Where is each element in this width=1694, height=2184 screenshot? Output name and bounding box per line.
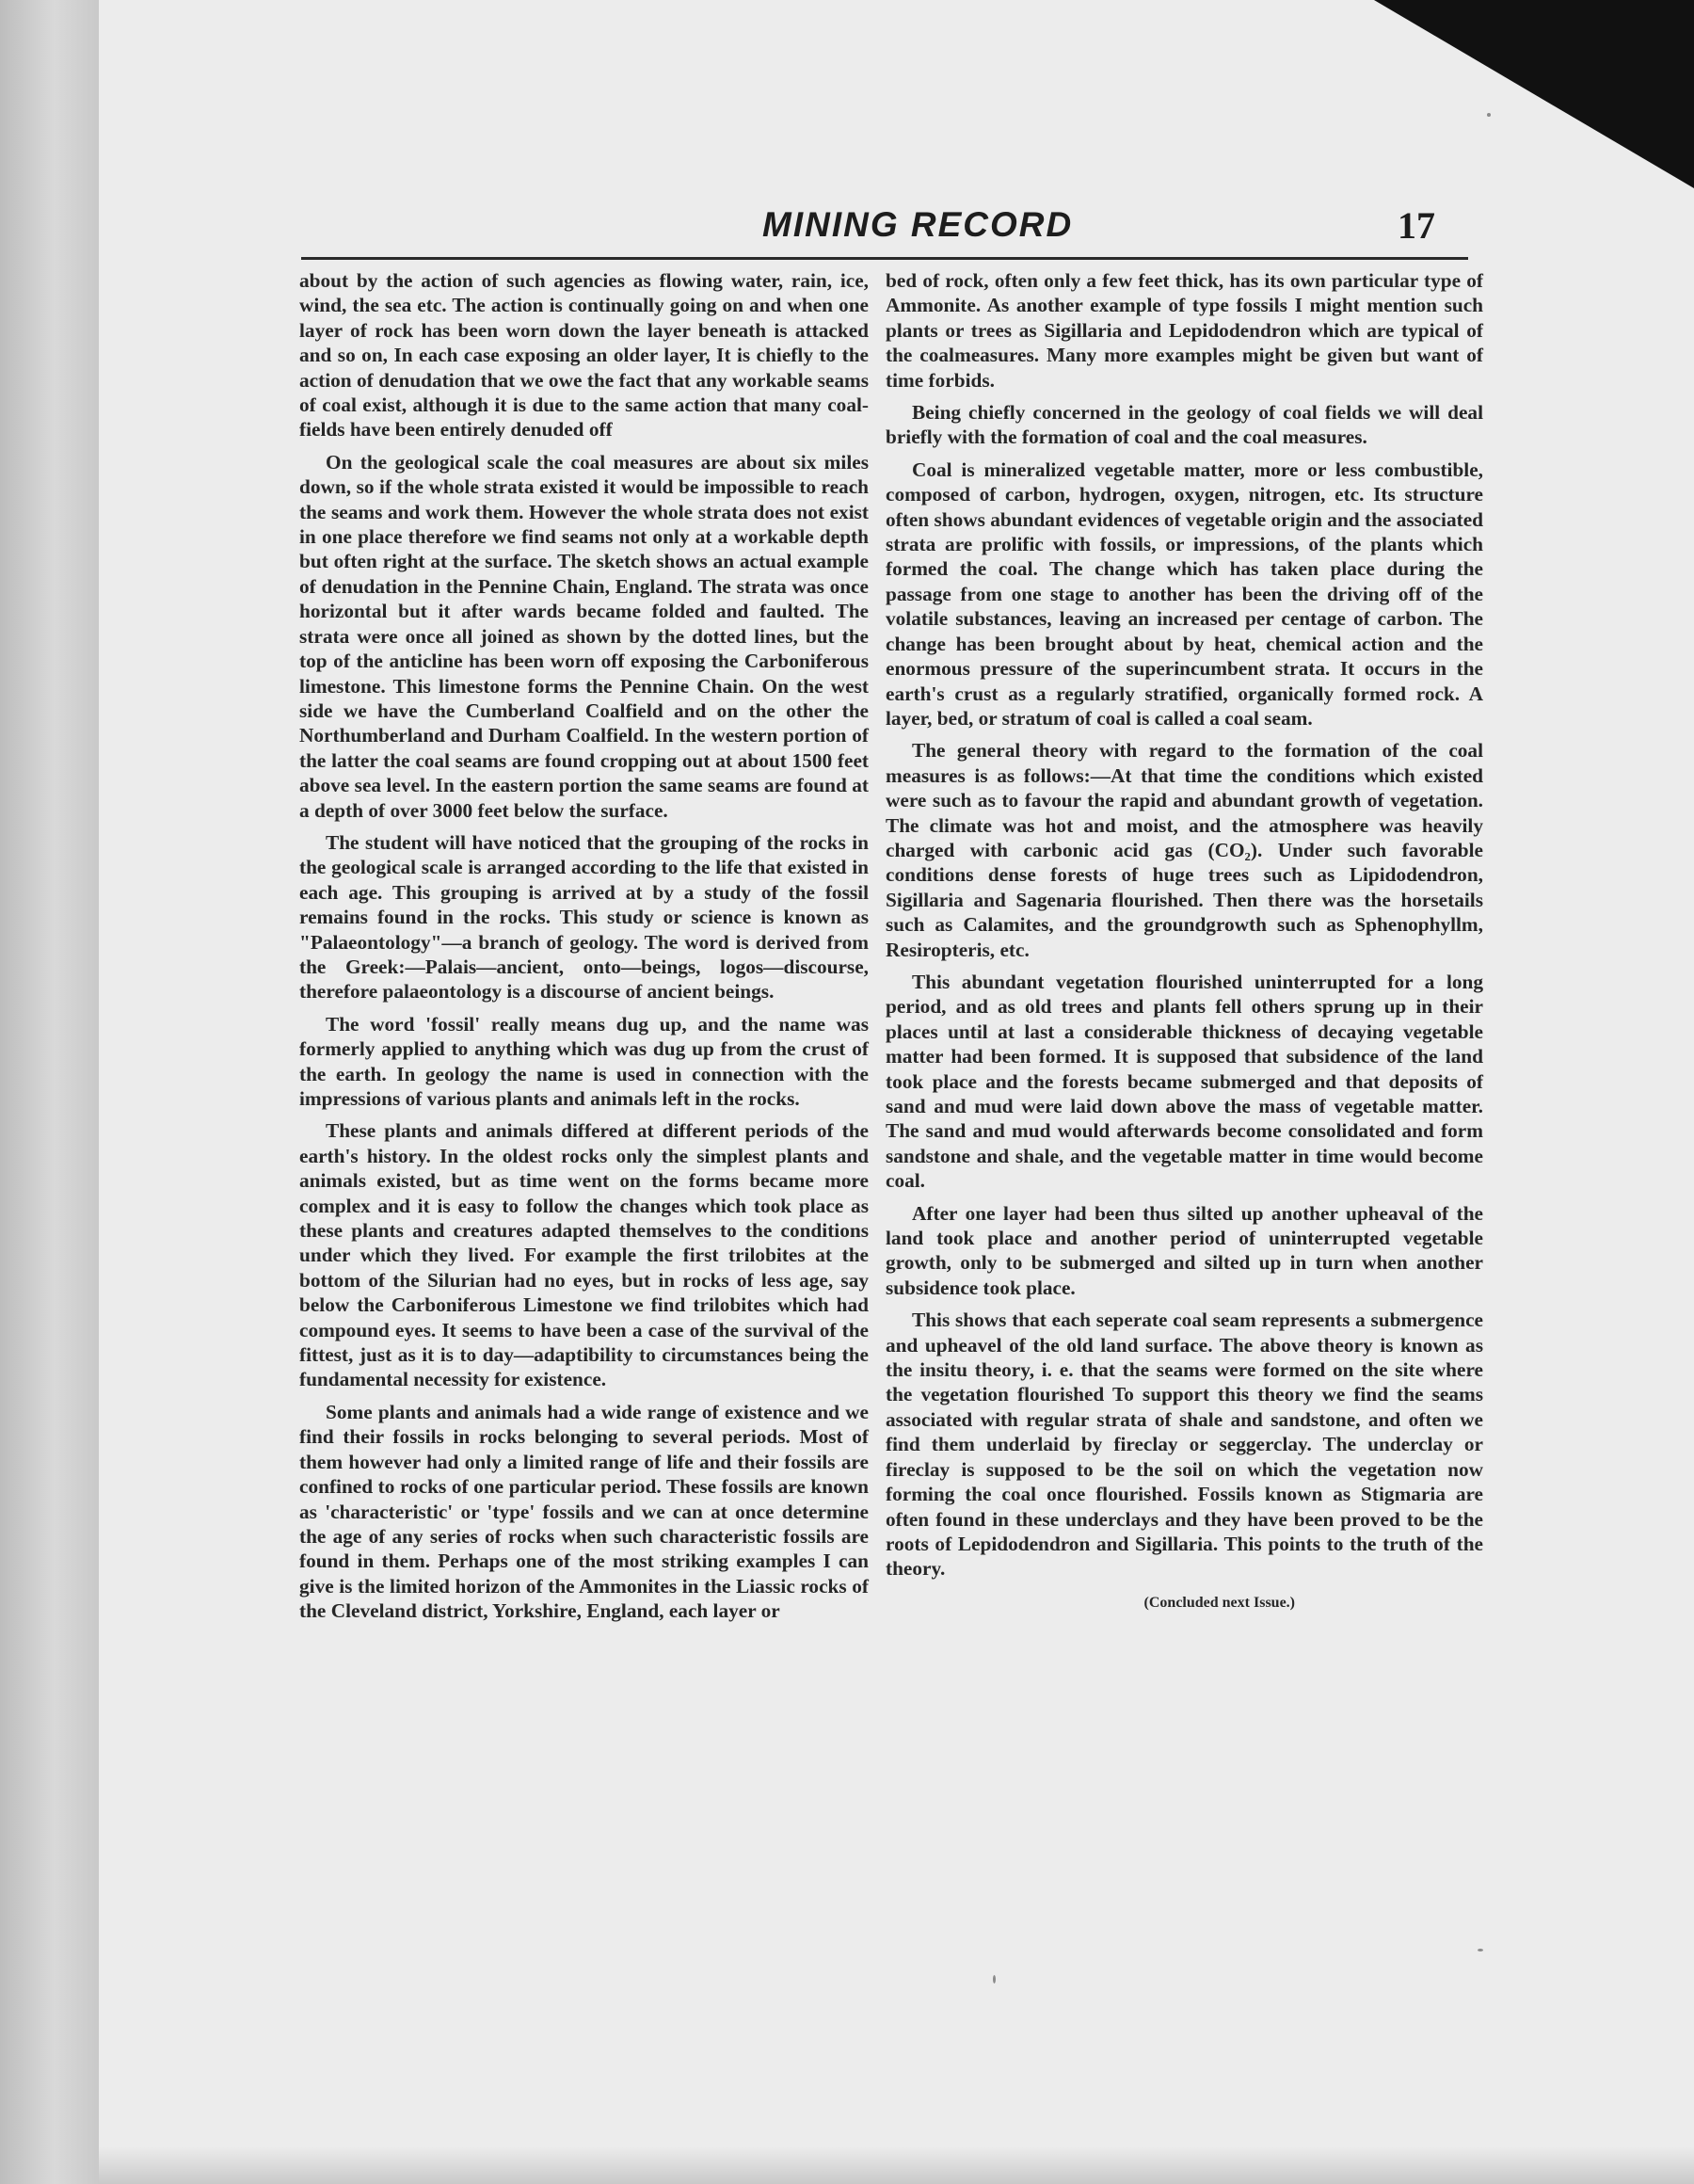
paragraph: Some plants and animals had a wide range of existence and we find their fossils in rocks belonging to several periods. Most of them however had only a limited range of life and their fossils are confined to rocks of one particular period. These fossils are known as 'characteristic' or 'type' fossils and we can at once determine the age of any series of rocks when such characteristic fossils are found in them. Perhaps one of the most striking examples I can give is the limited horizon of the Ammonites in the Liassic rocks of the Cleveland district, Yorkshire, England, each layer or <box>299 1400 869 1623</box>
left-column <box>299 268 869 1631</box>
scan-speck <box>993 1975 996 1983</box>
paragraph: On the geological scale the coal measures are about six miles down, so if the whole strata existed it would be impossible to reach the seams and work them. However the whole strata does not exist in one place therefore we find seams not only at a workable depth but often right at the surface. The sketch shows an actual example of denudation in the Pennine Chain, England. The strata was once horizontal but it after wards became folded and faulted. The strata were once all joined as shown by the dotted lines, but the top of the anticline has been worn off exposing the Carboniferous limestone. This limestone forms the Pennine Chain. On the west side we have the Cumberland Coalfield and on the other the Northumberland and Durham Coalfield. In the western portion of the latter the coal seams are found cropping out at about 1500 feet above sea level. In the eastern portion the same seams are found at a depth of over 3000 feet below the surface. <box>299 450 869 822</box>
paragraph: After one layer had been thus silted up another upheaval of the land took place and another period of uninterrupted vegetable growth, only to be submerged and silted up in turn when another subsidence took place. <box>886 1201 1483 1299</box>
paragraph: about by the action of such agencies as flowing water, rain, ice, wind, the sea etc. The action is continually going on and when one layer of rock has been worn down the layer beneath is attacked and so on, In each case exposing an older layer, It is chiefly to the action of denudation that we owe the fact that any workable seams of coal exist, although it is due to the same action that many coal-fields have been entirely denuded off <box>299 269 869 442</box>
paragraph: This shows that each seperate coal seam represents a submergence and upheavel of the old land surface. The above theory is known as the insitu theory, i. e. that the seams were formed on the site where the vegetation flourished To support this theory we find the seams associated with regular strata of shale and sandstone, and often we find them underlaid by fireclay or seggerclay. The underclay or fireclay is supposed to be the soil on which the vegetation now forming the coal once flourished. Fossils known as Stigmaria are often found in these underclays and they have been proved to be the roots of Lepidodendron and Sigillaria. This points to the truth of the theory. <box>886 1309 1483 1581</box>
paragraph: bed of rock, often only a few feet thick, has its own particular type of Ammonite. As another example of type fossils I might mention such plants or trees as Sigillaria and Lepidodendron which are typical of the coalmeasures. Many more examples might be given but want of time forbids. <box>886 269 1483 392</box>
paragraph: This abundant vegetation flourished uninterrupted for a long period, and as old trees and plants fell others sprung up in their places until at last a considerable thickness of decaying vegetable matter had been formed. It is supposed that subsidence of the land took place and the forests became submerged and that deposits of sand and mud were laid down above the mass of vegetable matter. The sand and mud would afterwards become consolidated and form sandstone and shale, and the vegetable matter in time would become coal. <box>886 970 1483 1193</box>
paragraph: Being chiefly concerned in the geology of coal fields we will deal briefly with the formation of coal and the coal measures. <box>886 401 1483 449</box>
header-rule <box>301 257 1468 260</box>
page-number: 17 <box>1398 204 1435 247</box>
paragraph: Coal is mineralized vegetable matter, more or less combustible, composed of carbon, hydrogen, oxygen, nitrogen, etc. Its structure often shows abundant evidences of vegetable origin and the associated strata are prolific with fossils, or impressions, of the plants which formed the coal. The change which has taken place during the passage from one stage to another has been the driving off of the volatile substances, leaving an increased per centage of carbon. The change has been brought about by heat, chemical action and the enormous pressure of the superincumbent strata. It occurs in the earth's crust as a regularly stratified, organically formed rock. A layer, bed, or stratum of coal is called a coal seam. <box>886 458 1483 730</box>
paragraph: The word 'fossil' really means dug up, and the name was formerly applied to anything which was dug up from the crust of the earth. In geology the name is used in connection with the impressions of various plants and animals left in the rocks. <box>299 1012 869 1110</box>
paragraph: The general theory with regard to the formation of the coal measures is as follows:—At that time the conditions which existed were such as to favour the rapid and abundant growth of vegetation. The climate was hot and moist, and the atmosphere was heavily charged with carbonic acid gas (CO₂). Under such favorable conditions dense forests of huge trees such as Lipidodendron, Sigillaria and Sagenaria flourished. Then there was the horsetails such as Calamites, and the groundgrowth such as Sphenophyllm, Resiropteris, etc. <box>886 739 1483 961</box>
scan-speck <box>1478 1949 1483 1951</box>
facing-page-edge <box>0 0 99 2184</box>
right-column <box>886 268 1483 1623</box>
continuation-note: (Concluded next Issue.) <box>1143 1594 1295 1611</box>
paragraph: The student will have noticed that the grouping of the rocks in the geological scale is arranged according to the life that existed in each age. This grouping is arrived at by a study of the fossil remains found in the rocks. This study or science is known as "Palaeontology"—a branch of geology. The word is derived from the Greek:—Palais—ancient, onto—beings, logos—discourse, therefore palaeontology is a discourse of ancient beings. <box>299 830 869 1004</box>
publication-title: MINING RECORD <box>762 205 1074 244</box>
page-header <box>301 188 1468 264</box>
scan-bottom-shadow <box>99 2146 1694 2184</box>
scan-speck <box>1487 113 1491 117</box>
paragraph: These plants and animals differed at different periods of the earth's history. In the oldest rocks only the simplest plants and animals existed, but as time went on the forms became more complex and it is easy to follow the changes which took place as these plants and creatures adapted themselves to the conditions under which they lived. For example the first trilobites at the bottom of the Silurian had no eyes, but in rocks of less age, say below the Carboniferous Limestone we find trilobites which had compound eyes. It seems to have been a case of the survival of the fittest, just as it is to day—adaptibility to circumstances being the fundamental necessity for existence. <box>299 1119 869 1391</box>
